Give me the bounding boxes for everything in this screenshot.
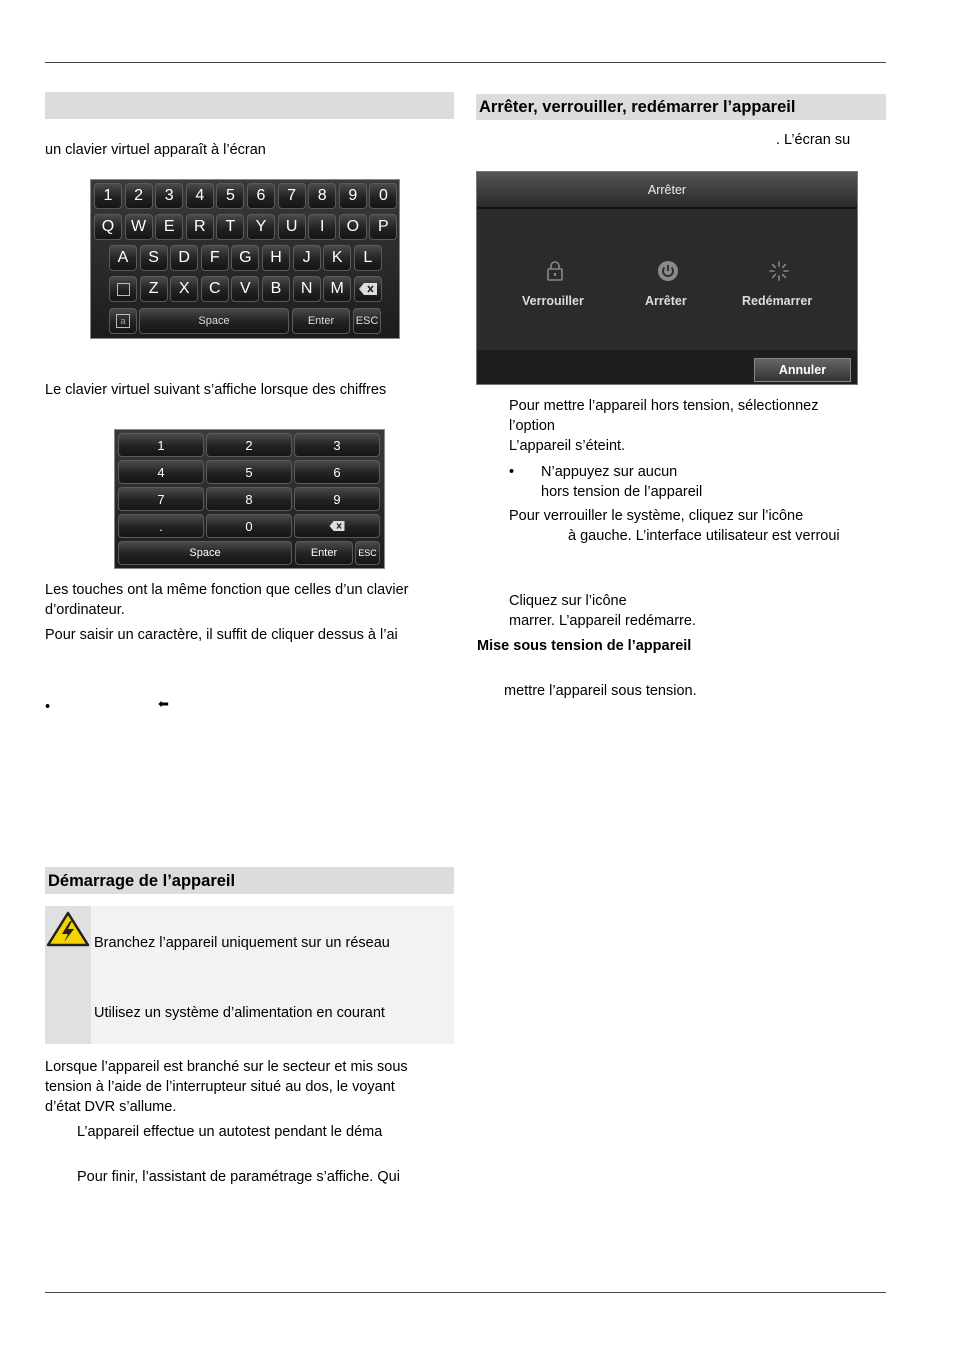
key-5[interactable]: 5 (216, 183, 244, 209)
enter-character-text: Pour saisir un caractère, il suffit de cliquer dessus à l’ai (45, 627, 398, 643)
nopress-text-1: N’appuyez sur aucun (541, 464, 678, 480)
restart-text-1: Cliquez sur l’icône (509, 593, 627, 609)
key-0[interactable]: 0 (369, 183, 397, 209)
key-o[interactable]: O (339, 214, 367, 240)
lock-text-1: Pour verrouiller le système, cliquez sur l’icône (509, 508, 804, 524)
numpad-key-1[interactable]: 1 (118, 433, 204, 457)
key-3[interactable]: 3 (155, 183, 183, 209)
key-7[interactable]: 7 (278, 183, 306, 209)
key-9[interactable]: 9 (339, 183, 367, 209)
key-i[interactable]: I (308, 214, 336, 240)
wizard-text: Pour finir, l’assistant de paramétrage s’affiche. Qui (77, 1169, 400, 1185)
key-h[interactable]: H (262, 245, 290, 271)
key-g[interactable]: G (231, 245, 259, 271)
key-s[interactable]: S (140, 245, 168, 271)
key-enter[interactable]: Enter (292, 308, 350, 334)
numpad-key-2[interactable]: 2 (206, 433, 292, 457)
key-t[interactable]: T (216, 214, 244, 240)
startup-heading: Démarrage de l’appareil (48, 872, 236, 890)
key-v[interactable]: V (231, 276, 259, 302)
power-text-2: tension à l’aide de l’interrupteur situé au dos, le voyant (45, 1079, 395, 1095)
key-n[interactable]: N (293, 276, 321, 302)
key-8[interactable]: 8 (308, 183, 336, 209)
selftest-text: L’appareil effectue un autotest pendant le déma (77, 1124, 383, 1140)
backspace-icon (329, 521, 345, 531)
backspace-icon (359, 283, 377, 295)
key-space[interactable]: Space (139, 308, 289, 334)
numeric-keypad (114, 429, 385, 569)
key-k[interactable]: K (323, 245, 351, 271)
section-header-bar-blank (45, 92, 454, 119)
key-f[interactable]: F (201, 245, 229, 271)
virtual-keyboard (90, 179, 400, 339)
key-6[interactable]: 6 (247, 183, 275, 209)
numpad-key-4[interactable]: 4 (118, 460, 204, 484)
lightning-warning-icon (46, 910, 90, 948)
poweron-heading: Mise sous tension de l’appareil (477, 638, 692, 654)
key-4[interactable]: 4 (186, 183, 214, 209)
numpad-key-0[interactable]: 0 (206, 514, 292, 538)
numpad-key-5[interactable]: 5 (206, 460, 292, 484)
off-text-2: l’option (509, 418, 555, 434)
numpad-key-7[interactable]: 7 (118, 487, 204, 511)
key-y[interactable]: Y (247, 214, 275, 240)
key-c[interactable]: C (201, 276, 229, 302)
shift-icon: a (116, 314, 130, 328)
top-rule (45, 62, 886, 63)
stop-label[interactable]: Arrêter (645, 294, 687, 308)
key-2[interactable]: 2 (125, 183, 153, 209)
screen-text: . L’écran su (776, 132, 851, 148)
restart-spinner-icon[interactable] (768, 260, 790, 282)
dialog-title: Arrêter (477, 172, 857, 209)
key-u[interactable]: U (278, 214, 306, 240)
key-x[interactable]: X (170, 276, 198, 302)
key-p[interactable]: P (369, 214, 397, 240)
key-b[interactable]: B (262, 276, 290, 302)
lock-text-2: à gauche. L’interface utilisateur est verroui (568, 528, 840, 544)
keyboard-intro-text: un clavier virtuel apparaît à l’écran (45, 142, 266, 158)
warning-box (45, 906, 454, 1044)
cancel-button[interactable]: Annuler (754, 358, 851, 382)
power-icon[interactable] (657, 260, 679, 282)
key-l[interactable]: L (354, 245, 382, 271)
numpad-key-esc[interactable]: ESC (355, 541, 380, 565)
numpad-key-space[interactable]: Space (118, 541, 292, 565)
numpad-key-3[interactable]: 3 (294, 433, 380, 457)
key-m[interactable]: M (323, 276, 351, 302)
poweron-text: mettre l’appareil sous tension. (504, 683, 697, 699)
key-z[interactable]: Z (140, 276, 168, 302)
numpad-key-backspace[interactable] (294, 514, 380, 538)
off-text-1: Pour mettre l’appareil hors tension, sélectionnez (509, 398, 819, 414)
keys-function-text-2: d’ordinateur. (45, 602, 125, 618)
nopress-text-2: hors tension de l’appareil (541, 484, 703, 500)
bullet-right: • (509, 464, 515, 480)
power-text-3: d’état DVR s’allume. (45, 1099, 177, 1115)
key-a[interactable]: A (109, 245, 137, 271)
bottom-rule (45, 1292, 886, 1293)
key-esc[interactable]: ESC (353, 308, 381, 334)
restart-text-2: marrer. L’appareil redémarre. (509, 613, 696, 629)
lock-label[interactable]: Verrouiller (522, 294, 584, 308)
bullet: • (45, 699, 51, 715)
shutdown-heading: Arrêter, verrouiller, redémarrer l’appareil (479, 98, 796, 116)
key-d[interactable]: D (170, 245, 198, 271)
numpad-key-9[interactable]: 9 (294, 487, 380, 511)
key-j[interactable]: J (293, 245, 321, 271)
backspace-arrow-icon: ⬅ (158, 696, 169, 711)
off-text-3: L’appareil s’éteint. (509, 438, 626, 454)
numpad-key-8[interactable]: 8 (206, 487, 292, 511)
key-r[interactable]: R (186, 214, 214, 240)
key-q[interactable]: Q (94, 214, 122, 240)
numpad-key-6[interactable]: 6 (294, 460, 380, 484)
numpad-key-enter[interactable]: Enter (295, 541, 353, 565)
lock-icon[interactable] (546, 261, 564, 281)
key-backspace[interactable] (354, 276, 382, 302)
keys-function-text-1: Les touches ont la même fonction que celles d’un clavier (45, 582, 409, 598)
key-symbol-toggle[interactable] (109, 276, 137, 302)
key-shift[interactable] (109, 308, 137, 334)
key-1[interactable]: 1 (94, 183, 122, 209)
power-text-1: Lorsque l’appareil est branché sur le secteur et mis sous (45, 1059, 408, 1075)
numpad-caption-text: Le clavier virtuel suivant s’affiche lorsque des chiffres (45, 382, 387, 398)
symbol-toggle-icon (117, 283, 130, 296)
warning-text-2: Utilisez un système d’alimentation en courant (94, 1005, 385, 1021)
key-e[interactable]: E (155, 214, 183, 240)
restart-label[interactable]: Redémarrer (742, 294, 813, 308)
numpad-key-dot[interactable]: . (118, 514, 204, 538)
shutdown-dialog (476, 171, 858, 385)
warning-text-1: Branchez l’appareil uniquement sur un réseau (94, 935, 390, 951)
key-w[interactable]: W (125, 214, 153, 240)
